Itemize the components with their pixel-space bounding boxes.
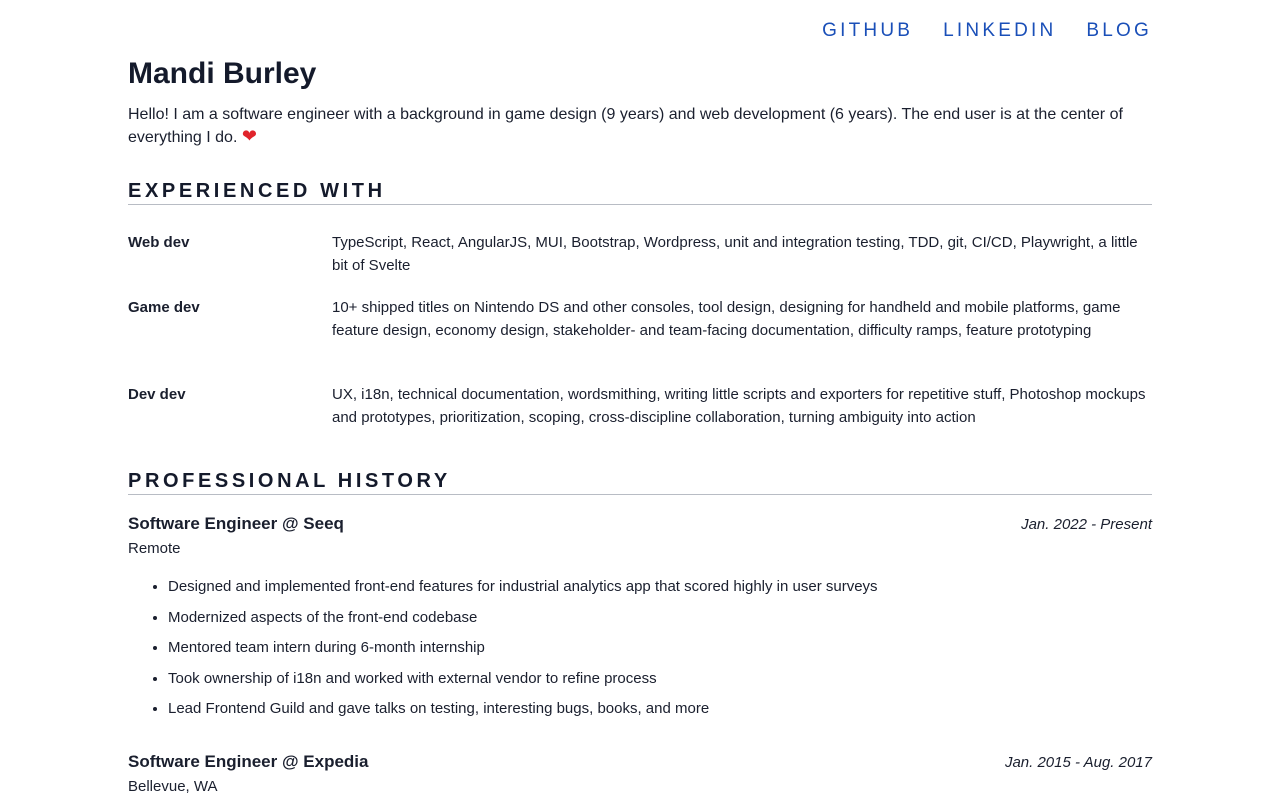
top-nav: [822, 19, 1152, 43]
github-link[interactable]: GITHUB: [822, 20, 914, 41]
intro-text: Hello! I am a software engineer with a background in game design (9 years) and web development (6 years). The end user is at the center of everything I do.: [128, 106, 1123, 146]
experience-label: Dev dev: [128, 386, 186, 403]
experience-text: UX, i18n, technical documentation, wordsmithing, writing little scripts and exporters for repetitive stuff, Photoshop mockups and prototypes, prioritization, scoping, cross-discipline collaboration, turning ambiguity into action: [332, 386, 1146, 426]
experience-label: Game dev: [128, 299, 200, 316]
intro-paragraph: [128, 104, 1138, 149]
list-item: • Lead Frontend Guild and gave talks on testing, interesting bugs, books, and more: [168, 699, 878, 730]
job-title: Software Engineer @ Expedia: [128, 752, 369, 771]
linkedin-link[interactable]: LINKEDIN: [943, 20, 1057, 41]
job-header-expedia: [128, 751, 1152, 774]
experience-row-web-dev: [128, 232, 1152, 277]
list-item: • Mentored team intern during 6-month internship: [168, 638, 878, 669]
page-title: Mandi Burley: [128, 57, 317, 90]
experience-text: 10+ shipped titles on Nintendo DS and other consoles, tool design, designing for handheld and mobile platforms, game feature design, economy design, stakeholder- and team-facing documentation, difficulty ramps, feature prototyping: [332, 299, 1121, 339]
job-bullets-seeq: [128, 577, 878, 730]
job-header-seeq: [128, 513, 1152, 536]
blog-link[interactable]: BLOG: [1086, 20, 1152, 41]
experience-row-game-dev: [128, 297, 1152, 342]
job-dates: Jan. 2022 - Present: [1021, 516, 1152, 533]
experience-label: Web dev: [128, 234, 190, 251]
list-item: • Designed and implemented front-end features for industrial analytics app that scored highly in user surveys: [168, 577, 878, 608]
list-item: • Took ownership of i18n and worked with external vendor to refine process: [168, 669, 878, 700]
experience-row-dev-dev: [128, 384, 1152, 429]
job-location: Bellevue, WA: [128, 778, 218, 795]
job-location: Remote: [128, 540, 181, 557]
experience-text: TypeScript, React, AngularJS, MUI, Bootstrap, Wordpress, unit and integration testing, TDD, git, CI/CD, Playwright, a little bit of Svelte: [332, 234, 1138, 274]
job-title: Software Engineer @ Seeq: [128, 514, 344, 533]
experience-heading: EXPERIENCED WITH: [128, 179, 1152, 205]
list-item: • Modernized aspects of the front-end codebase: [168, 608, 878, 639]
heart-icon: ❤: [241, 125, 257, 146]
job-dates: Jan. 2015 - Aug. 2017: [1004, 754, 1152, 771]
history-heading: PROFESSIONAL HISTORY: [128, 469, 1152, 495]
